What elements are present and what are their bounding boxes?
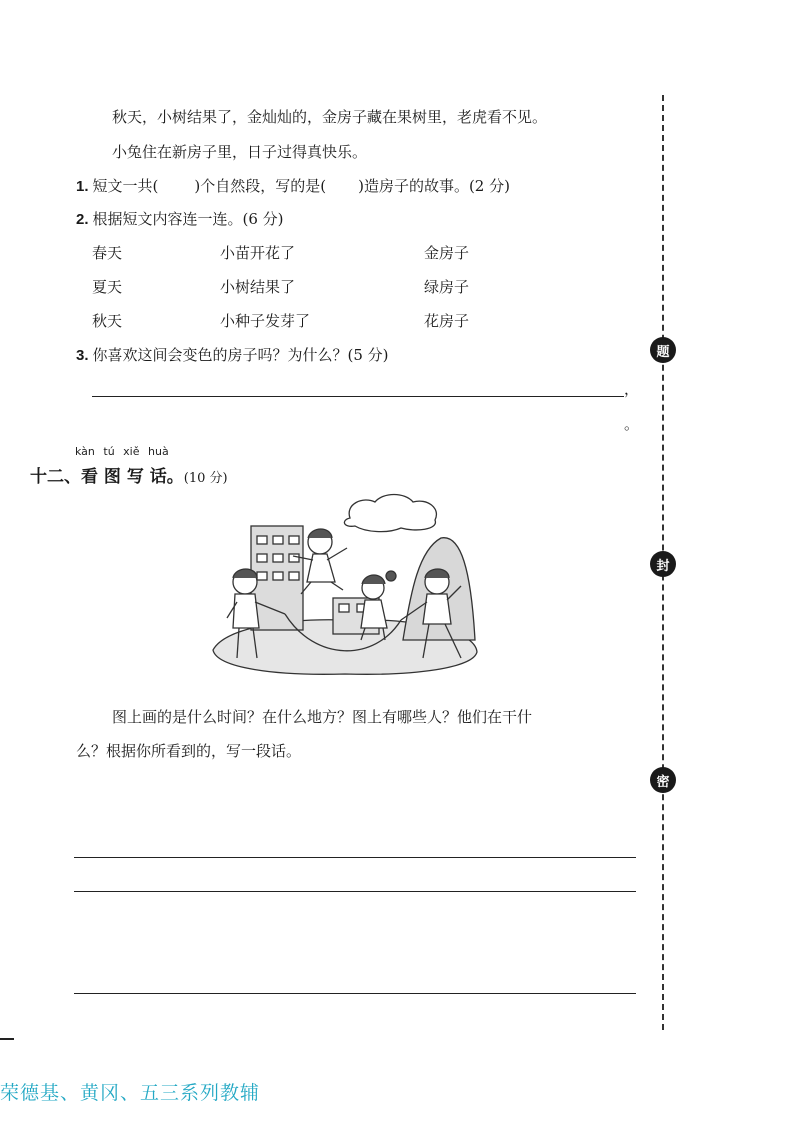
match-event-tree-fruit[interactable]: 小树结果了 bbox=[220, 278, 296, 296]
question-3 bbox=[76, 344, 389, 365]
section-12-prompt-line-1: 图上画的是什么时间？在什么地方？图上有哪些人？他们在干什 bbox=[112, 708, 533, 726]
question-1-text-c: )造房子的故事。(2 分) bbox=[358, 177, 510, 195]
match-season-summer[interactable]: 夏天 bbox=[92, 278, 123, 296]
writing-line-1[interactable] bbox=[74, 857, 636, 858]
match-house-green[interactable]: 绿房子 bbox=[424, 278, 470, 296]
margin-seal-ti: 题 bbox=[650, 337, 676, 363]
margin-seal-mi: 密 bbox=[650, 767, 676, 793]
question-3-comma: ， bbox=[624, 380, 640, 398]
question-3-number: 3. bbox=[76, 347, 89, 364]
question-1-text-b: )个自然段，写的是( bbox=[194, 177, 327, 195]
section-12-number: 十二、 bbox=[30, 467, 81, 487]
match-event-seed-sprout[interactable]: 小种子发芽了 bbox=[220, 312, 311, 330]
match-house-flower[interactable]: 花房子 bbox=[424, 312, 470, 330]
story-line-2: 小兔住在新房子里，日子过得真快乐。 bbox=[112, 143, 368, 161]
writing-line-2[interactable] bbox=[74, 891, 636, 892]
edge-mark bbox=[0, 1038, 14, 1040]
section-12-title: 看 图 写 话。 bbox=[81, 467, 184, 487]
section-12-pinyin: kàn tú xiě huà bbox=[75, 445, 169, 458]
question-3-answer-line[interactable] bbox=[92, 396, 624, 397]
match-season-spring[interactable]: 春天 bbox=[92, 244, 123, 262]
section-12-heading bbox=[30, 462, 228, 487]
footer-brand: 荣德基、黄冈、五三系列教辅 bbox=[0, 1082, 261, 1104]
writing-line-3[interactable] bbox=[74, 993, 636, 994]
match-season-autumn[interactable]: 秋天 bbox=[92, 312, 123, 330]
question-2-text: 根据短文内容连一连。(6 分) bbox=[92, 210, 284, 228]
section-12-prompt-line-2: 么？根据你所看到的，写一段话。 bbox=[76, 742, 302, 760]
question-1 bbox=[76, 175, 510, 196]
story-line-1: 秋天，小树结果了，金灿灿的，金房子藏在果树里，老虎看不见。 bbox=[112, 108, 548, 126]
match-house-gold[interactable]: 金房子 bbox=[424, 244, 470, 262]
margin-seal-feng: 封 bbox=[650, 551, 676, 577]
question-3-text: 你喜欢这间会变色的房子吗？为什么？(5 分) bbox=[92, 346, 389, 364]
question-3-period: 。 bbox=[624, 415, 640, 433]
question-2 bbox=[76, 208, 284, 229]
question-2-number: 2. bbox=[76, 211, 89, 228]
match-event-sprout-bloom[interactable]: 小苗开花了 bbox=[220, 244, 296, 262]
question-1-text-a: 短文一共( bbox=[92, 177, 159, 195]
question-1-number: 1. bbox=[76, 178, 89, 195]
section-12-score: (10 分) bbox=[183, 471, 228, 486]
children-jump-rope-illustration bbox=[205, 490, 485, 680]
